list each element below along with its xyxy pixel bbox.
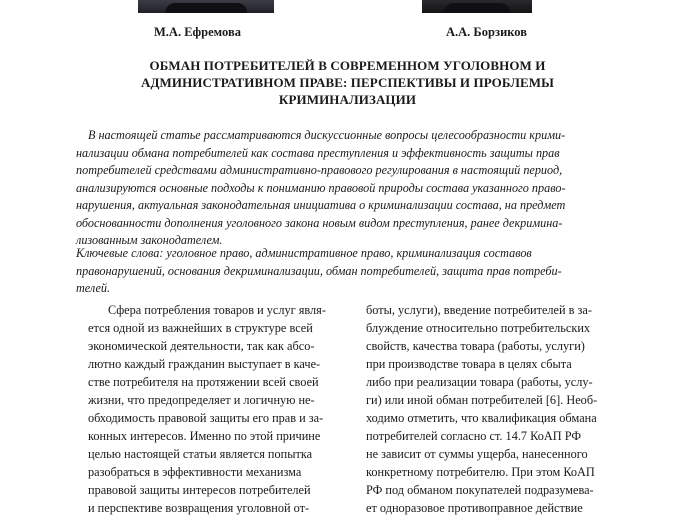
abstract-line: обоснованности дополнения уголовного закона новым видом преступления, ранее декримина- bbox=[76, 215, 563, 230]
body-line: конных интересов. Именно по этой причине bbox=[88, 429, 321, 443]
keywords-line: правонарушений, основания декриминализации, обман потребителей, защита прав потреби- bbox=[76, 263, 562, 278]
body-line: потребителей согласно ст. 14.7 КоАП РФ bbox=[366, 429, 582, 443]
body-line: ется одной из важнейших в структуре всей bbox=[88, 321, 313, 335]
author-name: М.А. Ефремова bbox=[154, 25, 241, 39]
title-line: КРИМИНАЛИЗАЦИИ bbox=[278, 92, 417, 107]
body-line: Сфера потребления товаров и услуг явля- bbox=[108, 303, 326, 317]
body-column-left bbox=[88, 301, 331, 517]
abstract-line: анализируются основные подходы к пониманию правовой природы состава указанного право- bbox=[76, 180, 566, 195]
body-line: РФ под обманом покупателей подразумева- bbox=[366, 483, 594, 497]
abstract-line: потребителей средствами административно-правового регулирования в настоящий период, bbox=[76, 163, 563, 177]
body-line: конкретному потребителю. При этом КоАП bbox=[366, 465, 595, 479]
abstract-line: лизованным законодателем. bbox=[76, 233, 223, 247]
body-line: экономической деятельности, так как абсо- bbox=[88, 339, 315, 353]
body-line: либо при реализации товара (работы, услу- bbox=[366, 375, 593, 389]
body-line: ходимо отметить, что квалификация обмана bbox=[366, 411, 597, 425]
author-photo-efremova bbox=[138, 0, 274, 13]
body-line: разобраться в эффективности механизма bbox=[88, 465, 302, 479]
body-line: обходимость правовой защиты его прав и за- bbox=[88, 411, 324, 425]
article-title bbox=[80, 57, 615, 108]
title-line: АДМИНИСТРАТИВНОМ ПРАВЕ: ПЕРСПЕКТИВЫ И ПРОБЛЕМЫ bbox=[140, 75, 555, 90]
body-column-right bbox=[366, 301, 634, 517]
body-line: правовой защиты интересов потребителей bbox=[88, 483, 311, 497]
body-line: жизни, что предопределяет и логичную не- bbox=[88, 393, 315, 407]
body-line: при производстве товара в целях сбыта bbox=[366, 357, 572, 371]
abstract-line: нарушения, актуальная законодательная инициатива о криминализации состава, на предмет bbox=[76, 198, 566, 212]
keywords-line: Ключевые слова: уголовное право, административное право, криминализация составов bbox=[76, 246, 532, 260]
body-line: и перспективе возвращения уголовной от- bbox=[88, 501, 310, 515]
abstract-line: нализации обмана потребителей как состава преступления и эффективность защиты прав bbox=[76, 145, 560, 160]
body-line: не зависит от суммы ущерба, нанесенного bbox=[366, 447, 588, 461]
title-line: ОБМАН ПОТРЕБИТЕЛЕЙ В СОВРЕМЕННОМ УГОЛОВНОМ И bbox=[149, 58, 546, 73]
abstract-line: В настоящей статье рассматриваются дискуссионные вопросы целесообразности крими- bbox=[88, 128, 566, 142]
keywords-line: телей. bbox=[76, 281, 111, 295]
body-line: целью настоящей статьи является попытка bbox=[88, 447, 313, 461]
keywords bbox=[76, 245, 634, 298]
author-photo-borzikov bbox=[422, 0, 532, 13]
body-line: стве потребителя на протяжении всей своей bbox=[88, 375, 319, 389]
body-line: свойств, качества товара (работы, услуги) bbox=[366, 339, 585, 353]
body-line: блуждение относительно потребительских bbox=[366, 321, 591, 335]
abstract bbox=[76, 127, 634, 250]
body-line: ет одноразовое противоправное действие bbox=[366, 501, 583, 515]
body-line: лютно каждый гражданин выступает в каче- bbox=[88, 357, 321, 371]
author-name: А.А. Борзиков bbox=[446, 25, 527, 39]
body-line: ги) или иной обман потребителей [6]. Необ- bbox=[366, 393, 598, 407]
body-line: боты, услуги), введение потребителей в за- bbox=[366, 303, 592, 317]
